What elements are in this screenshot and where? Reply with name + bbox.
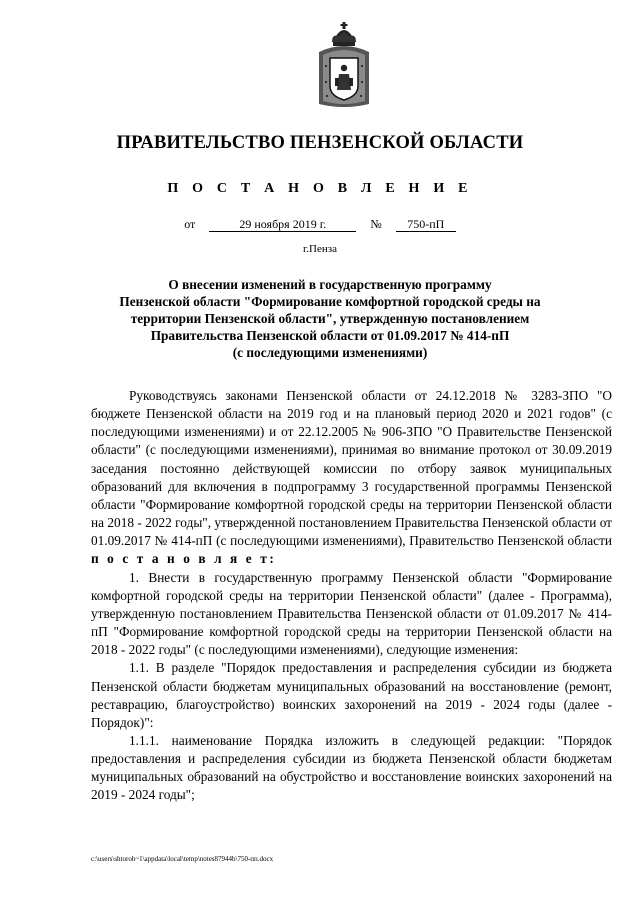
item-1-paragraph: 1. Внести в государственную программу Пензенской области "Формирование комфортной городской среды на территории Пензенской области" (далее - Программа), утвержденную постановлением Правительства Пензенской области от 01.09.2017 № 414-пП "Формирование комфортной городской среды на территории Пензенской области на 2018 - 2022 годы" (с последующими изменениями), следующие изменения: (91, 569, 612, 658)
document-subject (90, 276, 570, 361)
item-1-1-paragraph: 1.1. В разделе "Порядок предоставления и распределения субсидии из бюджета Пензенской области бюджетам муниципальных образований на восстановление (ремонт, реставрацию, благоустройство) воинских захоронений на 2019 - 2024 годы (далее - Порядок)": (91, 660, 612, 730)
date-prefix: от (184, 217, 196, 231)
decree-word: п о с т а н о в л я е т: (91, 551, 277, 567)
city: г.Пенза (303, 243, 337, 255)
coat-of-arms-icon (316, 22, 372, 108)
subject-line: О внесении изменений в государственную программу (168, 277, 492, 292)
number-sign: № (370, 217, 382, 231)
intro-paragraph (91, 387, 612, 569)
organization-title: ПРАВИТЕЛЬСТВО ПЕНЗЕНСКОЙ ОБЛАСТИ (116, 133, 524, 153)
subject-line: Пензенской области "Формирование комфортной городской среды на (119, 294, 541, 309)
subject-line: территории Пензенской области", утвержденную постановлением (130, 311, 530, 326)
subject-line: (с последующими изменениями) (232, 345, 428, 360)
footer-file-path: c:\users\shtoroh~1\appdata\local\temp\notes87944b\750-пп.docx (91, 855, 274, 863)
document-type: П О С Т А Н О В Л Е Н И Е (167, 181, 473, 196)
document-number: 750-пП (396, 218, 456, 232)
intro-text: Руководствуясь законами Пензенской области от 24.12.2018 № 3283-ЗПО "О бюджете Пензенской области на 2019 год и на плановый период 2020 и 2021 годов" (с последующими изменениями) и от 22.12.2005 № 906-ЗПО "О Правительстве Пензенской области" (с последующими изменениями), принимая во внимание протокол от 30.09.2019 заседания постоянно действующей комиссии по отбору заявок муниципальных образований для включения в подпрограмму 3 государственной программы Пензенской области "Формирование комфортной городской среды на территории Пензенской области на 2018 - 2022 годы", утвержденной постановлением Правительства Пензенской области от 01.09.2017 № 414-пП (с последующими изменениями), Правительство Пензенской области (91, 388, 612, 549)
item-1-1-1-paragraph: 1.1.1. наименование Порядка изложить в следующей редакции: "Порядок предоставления и распределения субсидии из бюджета Пензенской области бюджетам муниципальных образований на обустройство и восстановление воинских захоронений на 2019 - 2024 годы"; (91, 732, 612, 803)
document-body (91, 387, 612, 805)
document-date: 29 ноября 2019 г. (209, 218, 356, 232)
subject-line: Правительства Пензенской области от 01.09.2017 № 414-пП (150, 328, 510, 343)
date-number-line (0, 217, 640, 232)
